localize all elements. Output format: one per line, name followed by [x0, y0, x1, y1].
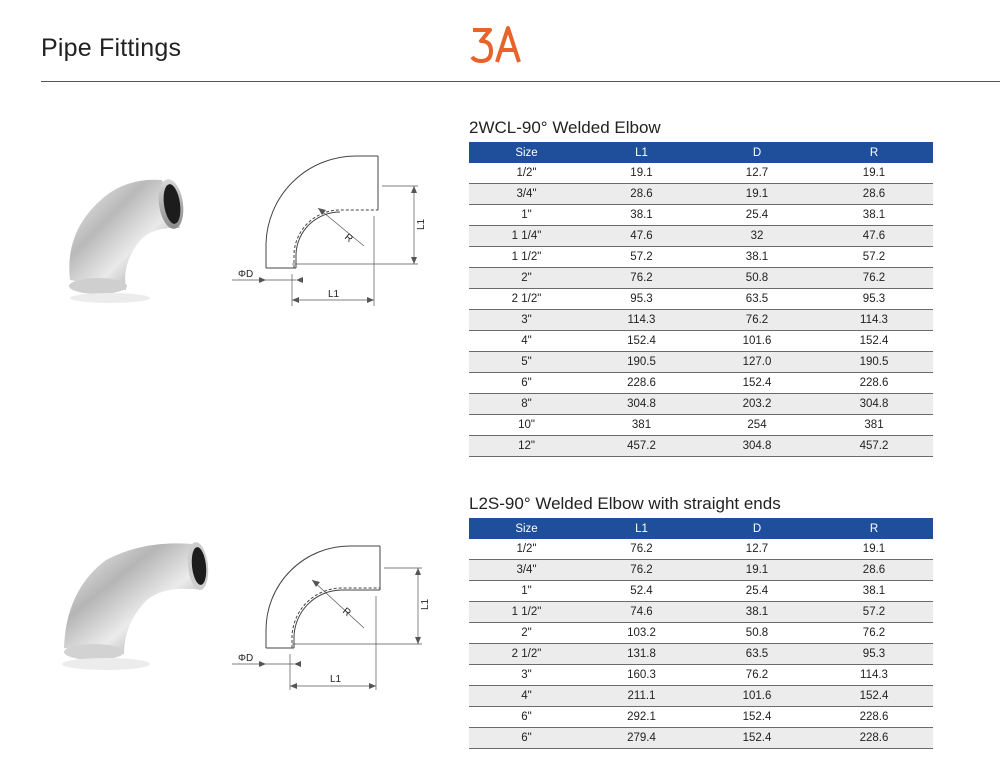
- cell-size: 1 1/2": [469, 247, 584, 268]
- cell-d: 203.2: [699, 394, 815, 415]
- column-header-l1: L1: [584, 518, 699, 539]
- radius-label: R: [342, 231, 355, 245]
- table-header-row: [469, 518, 933, 539]
- cell-r: 190.5: [815, 352, 933, 373]
- table-row: [469, 644, 933, 665]
- cell-size: 3/4": [469, 184, 584, 205]
- cell-l1: 47.6: [584, 226, 699, 247]
- diameter-label: ΦD: [238, 653, 254, 664]
- table-row: [469, 352, 933, 373]
- cell-d: 127.0: [699, 352, 815, 373]
- brand-logo: [470, 24, 522, 64]
- table-row: [469, 247, 933, 268]
- cell-r: 304.8: [815, 394, 933, 415]
- cell-d: 38.1: [699, 602, 815, 623]
- elbow-photo-1: [50, 168, 190, 308]
- cell-l1: 38.1: [584, 205, 699, 226]
- cell-l1: 28.6: [584, 184, 699, 205]
- cell-size: 2 1/2": [469, 289, 584, 310]
- cell-d: 12.7: [699, 539, 815, 560]
- cell-d: 63.5: [699, 289, 815, 310]
- cell-size: 3/4": [469, 560, 584, 581]
- diameter-label: ΦD: [238, 269, 254, 280]
- cell-size: 6": [469, 707, 584, 728]
- cell-d: 152.4: [699, 728, 815, 749]
- cell-size: 6": [469, 373, 584, 394]
- cell-size: 10": [469, 415, 584, 436]
- height-label: L1: [420, 598, 431, 610]
- cell-r: 228.6: [815, 373, 933, 394]
- cell-l1: 95.3: [584, 289, 699, 310]
- column-header-d: D: [699, 518, 815, 539]
- column-header-r: R: [815, 142, 933, 163]
- table-row: [469, 331, 933, 352]
- table-row: [469, 310, 933, 331]
- cell-l1: 381: [584, 415, 699, 436]
- header-divider: [41, 81, 1000, 82]
- table-row: [469, 728, 933, 749]
- cell-l1: 228.6: [584, 373, 699, 394]
- cell-r: 28.6: [815, 184, 933, 205]
- cell-r: 95.3: [815, 644, 933, 665]
- cell-l1: 457.2: [584, 436, 699, 457]
- cell-l1: 57.2: [584, 247, 699, 268]
- page-title: Pipe Fittings: [41, 34, 182, 62]
- cell-r: 57.2: [815, 602, 933, 623]
- table-row: [469, 226, 933, 247]
- cell-l1: 131.8: [584, 644, 699, 665]
- spec-table-l2s: [469, 518, 933, 749]
- table-row: [469, 560, 933, 581]
- cell-r: 57.2: [815, 247, 933, 268]
- cell-size: 2 1/2": [469, 644, 584, 665]
- table-row: [469, 268, 933, 289]
- cell-r: 114.3: [815, 665, 933, 686]
- cell-d: 12.7: [699, 163, 815, 184]
- column-header-size: Size: [469, 142, 584, 163]
- column-header-d: D: [699, 142, 815, 163]
- cell-l1: 76.2: [584, 560, 699, 581]
- cell-size: 8": [469, 394, 584, 415]
- table-row: [469, 436, 933, 457]
- cell-size: 1/2": [469, 163, 584, 184]
- cell-d: 38.1: [699, 247, 815, 268]
- height-label: L1: [416, 218, 427, 230]
- table-row: [469, 163, 933, 184]
- cell-size: 4": [469, 331, 584, 352]
- cell-r: 152.4: [815, 331, 933, 352]
- cell-d: 19.1: [699, 184, 815, 205]
- cell-l1: 76.2: [584, 268, 699, 289]
- cell-d: 32: [699, 226, 815, 247]
- cell-l1: 211.1: [584, 686, 699, 707]
- cell-d: 101.6: [699, 686, 815, 707]
- cell-d: 76.2: [699, 310, 815, 331]
- column-header-size: Size: [469, 518, 584, 539]
- cell-l1: 279.4: [584, 728, 699, 749]
- cell-d: 50.8: [699, 623, 815, 644]
- cell-size: 3": [469, 665, 584, 686]
- table-row: [469, 686, 933, 707]
- cell-size: 5": [469, 352, 584, 373]
- section-title-l2s: L2S-90° Welded Elbow with straight ends: [469, 494, 781, 513]
- table-row: [469, 184, 933, 205]
- elbow-drawing-1: [232, 150, 442, 310]
- cell-d: 101.6: [699, 331, 815, 352]
- cell-size: 2": [469, 268, 584, 289]
- table-row: [469, 602, 933, 623]
- cell-size: 1 1/2": [469, 602, 584, 623]
- cell-r: 19.1: [815, 539, 933, 560]
- cell-d: 304.8: [699, 436, 815, 457]
- length-label: L1: [330, 674, 342, 685]
- length-label: L1: [328, 289, 340, 300]
- cell-l1: 114.3: [584, 310, 699, 331]
- cell-d: 50.8: [699, 268, 815, 289]
- table-row: [469, 373, 933, 394]
- cell-r: 152.4: [815, 686, 933, 707]
- cell-size: 1": [469, 205, 584, 226]
- cell-size: 4": [469, 686, 584, 707]
- column-header-r: R: [815, 518, 933, 539]
- cell-r: 228.6: [815, 728, 933, 749]
- table-row: [469, 665, 933, 686]
- cell-r: 114.3: [815, 310, 933, 331]
- cell-r: 38.1: [815, 581, 933, 602]
- cell-size: 1": [469, 581, 584, 602]
- table-row: [469, 415, 933, 436]
- cell-r: 76.2: [815, 623, 933, 644]
- elbow-photo-2: [44, 530, 220, 676]
- cell-d: 19.1: [699, 560, 815, 581]
- cell-r: 381: [815, 415, 933, 436]
- cell-size: 12": [469, 436, 584, 457]
- cell-size: 3": [469, 310, 584, 331]
- cell-l1: 52.4: [584, 581, 699, 602]
- cell-d: 254: [699, 415, 815, 436]
- cell-d: 152.4: [699, 373, 815, 394]
- cell-r: 228.6: [815, 707, 933, 728]
- cell-r: 76.2: [815, 268, 933, 289]
- cell-l1: 103.2: [584, 623, 699, 644]
- cell-l1: 190.5: [584, 352, 699, 373]
- cell-r: 28.6: [815, 560, 933, 581]
- cell-d: 25.4: [699, 205, 815, 226]
- cell-r: 457.2: [815, 436, 933, 457]
- table-row: [469, 394, 933, 415]
- cell-size: 1/2": [469, 539, 584, 560]
- column-header-l1: L1: [584, 142, 699, 163]
- cell-size: 2": [469, 623, 584, 644]
- cell-r: 95.3: [815, 289, 933, 310]
- table-row: [469, 289, 933, 310]
- spec-table-2wcl: [469, 142, 933, 457]
- cell-l1: 19.1: [584, 163, 699, 184]
- cell-l1: 292.1: [584, 707, 699, 728]
- cell-r: 47.6: [815, 226, 933, 247]
- cell-size: 1 1/4": [469, 226, 584, 247]
- table-row: [469, 623, 933, 644]
- table-row: [469, 539, 933, 560]
- cell-r: 19.1: [815, 163, 933, 184]
- table-header-row: [469, 142, 933, 163]
- cell-r: 38.1: [815, 205, 933, 226]
- elbow-drawing-2: [232, 540, 442, 690]
- radius-label: R: [340, 605, 353, 619]
- cell-l1: 76.2: [584, 539, 699, 560]
- table-row: [469, 205, 933, 226]
- table-row: [469, 581, 933, 602]
- cell-l1: 152.4: [584, 331, 699, 352]
- cell-d: 63.5: [699, 644, 815, 665]
- table-row: [469, 707, 933, 728]
- cell-l1: 74.6: [584, 602, 699, 623]
- cell-d: 152.4: [699, 707, 815, 728]
- cell-l1: 304.8: [584, 394, 699, 415]
- cell-d: 25.4: [699, 581, 815, 602]
- cell-d: 76.2: [699, 665, 815, 686]
- cell-l1: 160.3: [584, 665, 699, 686]
- cell-size: 6": [469, 728, 584, 749]
- section-title-2wcl: 2WCL-90° Welded Elbow: [469, 118, 661, 137]
